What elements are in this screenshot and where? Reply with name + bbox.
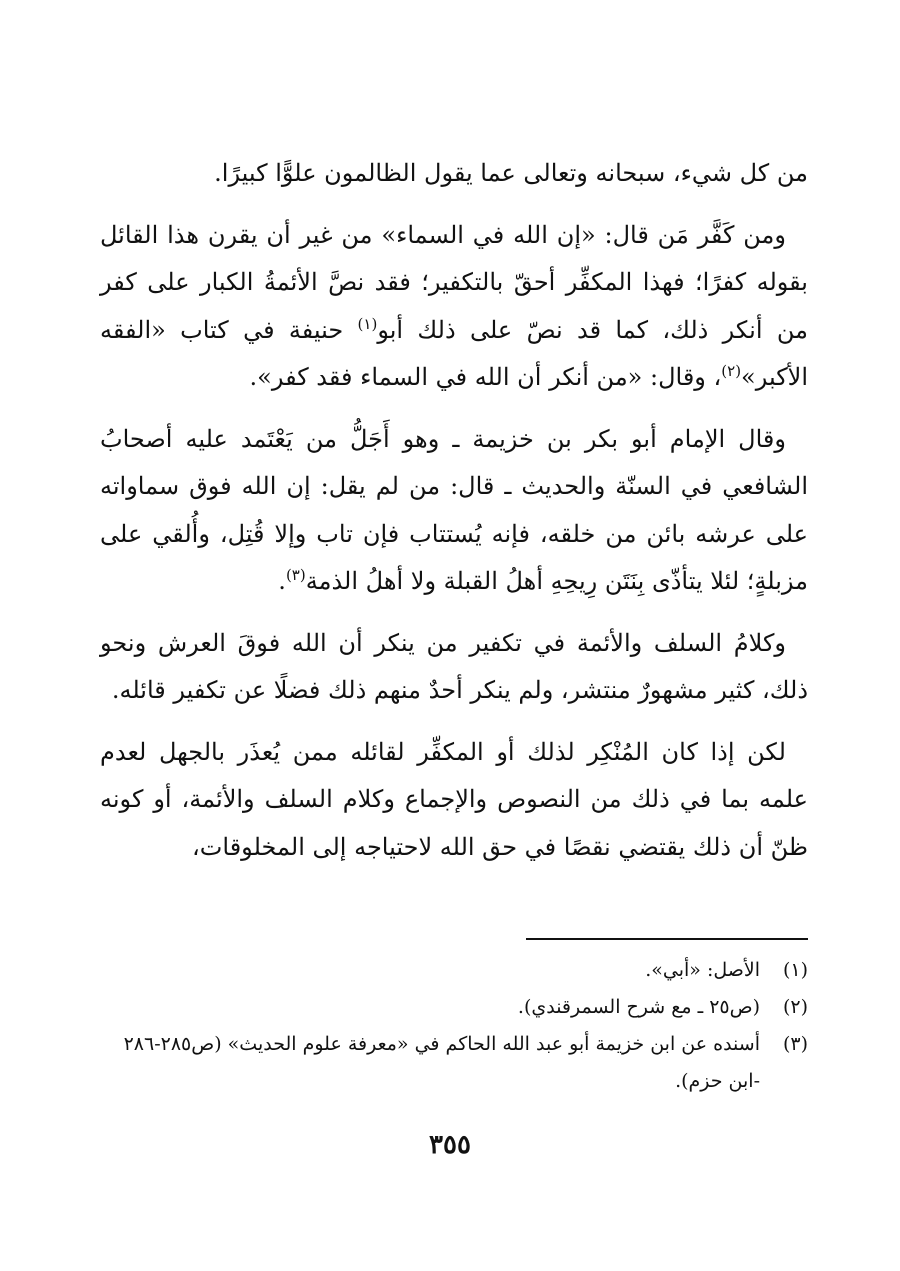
main-text xyxy=(100,150,808,885)
text-run: وقال الإمام أبو بكر بن خزيمة ـ وهو أَجَلُّ من يَعْتَمد عليه أصحابُ الشافعي في السنّة والحديث ـ قال: من لم يقل: إن الله فوق سماواته على عرشه بائن من خلقه، فإنه يُستتاب فإن تاب وإلا قُتِل، وأُلقي على مزبلةٍ؛ لئلا يتأذّى بِنَتَن رِيحِهِ أهلُ القبلة ولا أهلُ الذمة xyxy=(100,424,808,595)
footnote-divider xyxy=(526,938,808,940)
footnote-3 xyxy=(92,1026,808,1100)
paragraph-1 xyxy=(100,150,808,198)
paragraph-3 xyxy=(100,416,808,606)
text-run: من كل شيء، سبحانه وتعالى عما يقول الظالمون علوًّا كبيرًا. xyxy=(214,159,808,187)
paragraph-2 xyxy=(100,212,808,402)
footnote-2 xyxy=(92,989,808,1026)
footnote-number: (٣) xyxy=(782,1033,808,1055)
text-run: . xyxy=(278,567,286,595)
footnote-text: (ص٢٥ ـ مع شرح السمرقندي). xyxy=(517,996,760,1018)
text-run: ومن كَفَّر مَن قال: «إن الله في السماء» من غير أن يقرن هذا القائل بقوله كفرًا؛ فهذا المكفِّر أحقّ بالتكفير؛ فقد نصَّ الأئمةُ الكبار على كفر من أنكر ذلك، كما قد نصّ على ذلك أبو xyxy=(100,220,808,344)
footnote-number: (٢) xyxy=(782,996,808,1018)
text-run: وكلامُ السلف والأئمة في تكفير من ينكر أن الله فوقَ العرش ونحو ذلك، كثير مشهورٌ منتشر، ولم ينكر أحدٌ منهم ذلك فضلًا عن تكفير قائله. xyxy=(100,628,808,704)
footnote-text: الأصل: «أبي». xyxy=(645,959,760,981)
footnote-ref-1[interactable]: (١) xyxy=(357,314,378,333)
paragraph-4 xyxy=(100,620,808,715)
footnotes xyxy=(92,952,808,1100)
footnote-ref-3[interactable]: (٣) xyxy=(285,566,306,584)
page-number: ٣٥٥ xyxy=(429,1130,471,1160)
text-run: لكن إذا كان المُنْكِر لذلك أو المكفِّر لقائله ممن يُعذَر بالجهل لعدم علمه بما في ذلك من النصوص والإجماع وكلام السلف والأئمة، أو كونه ظنّ أن ذلك يقتضي نقصًا في حق الله لاحتياجه إلى المخلوقات، xyxy=(100,737,808,861)
footnote-1 xyxy=(92,952,808,989)
footnote-number: (١) xyxy=(782,959,808,981)
paragraph-5 xyxy=(100,729,808,872)
footnote-ref-2[interactable]: (٢) xyxy=(721,362,742,380)
text-run: حنيفة في كتاب «الفقه الأكبر» xyxy=(100,315,808,391)
text-run: ، وقال: «من أنكر أن الله في السماء فقد كفر». xyxy=(249,363,722,391)
footnote-text: أسنده عن ابن خزيمة أبو عبد الله الحاكم في «معرفة علوم الحديث» (ص٢٨٥-٢٨٦ -ابن حزم). xyxy=(123,1033,760,1092)
